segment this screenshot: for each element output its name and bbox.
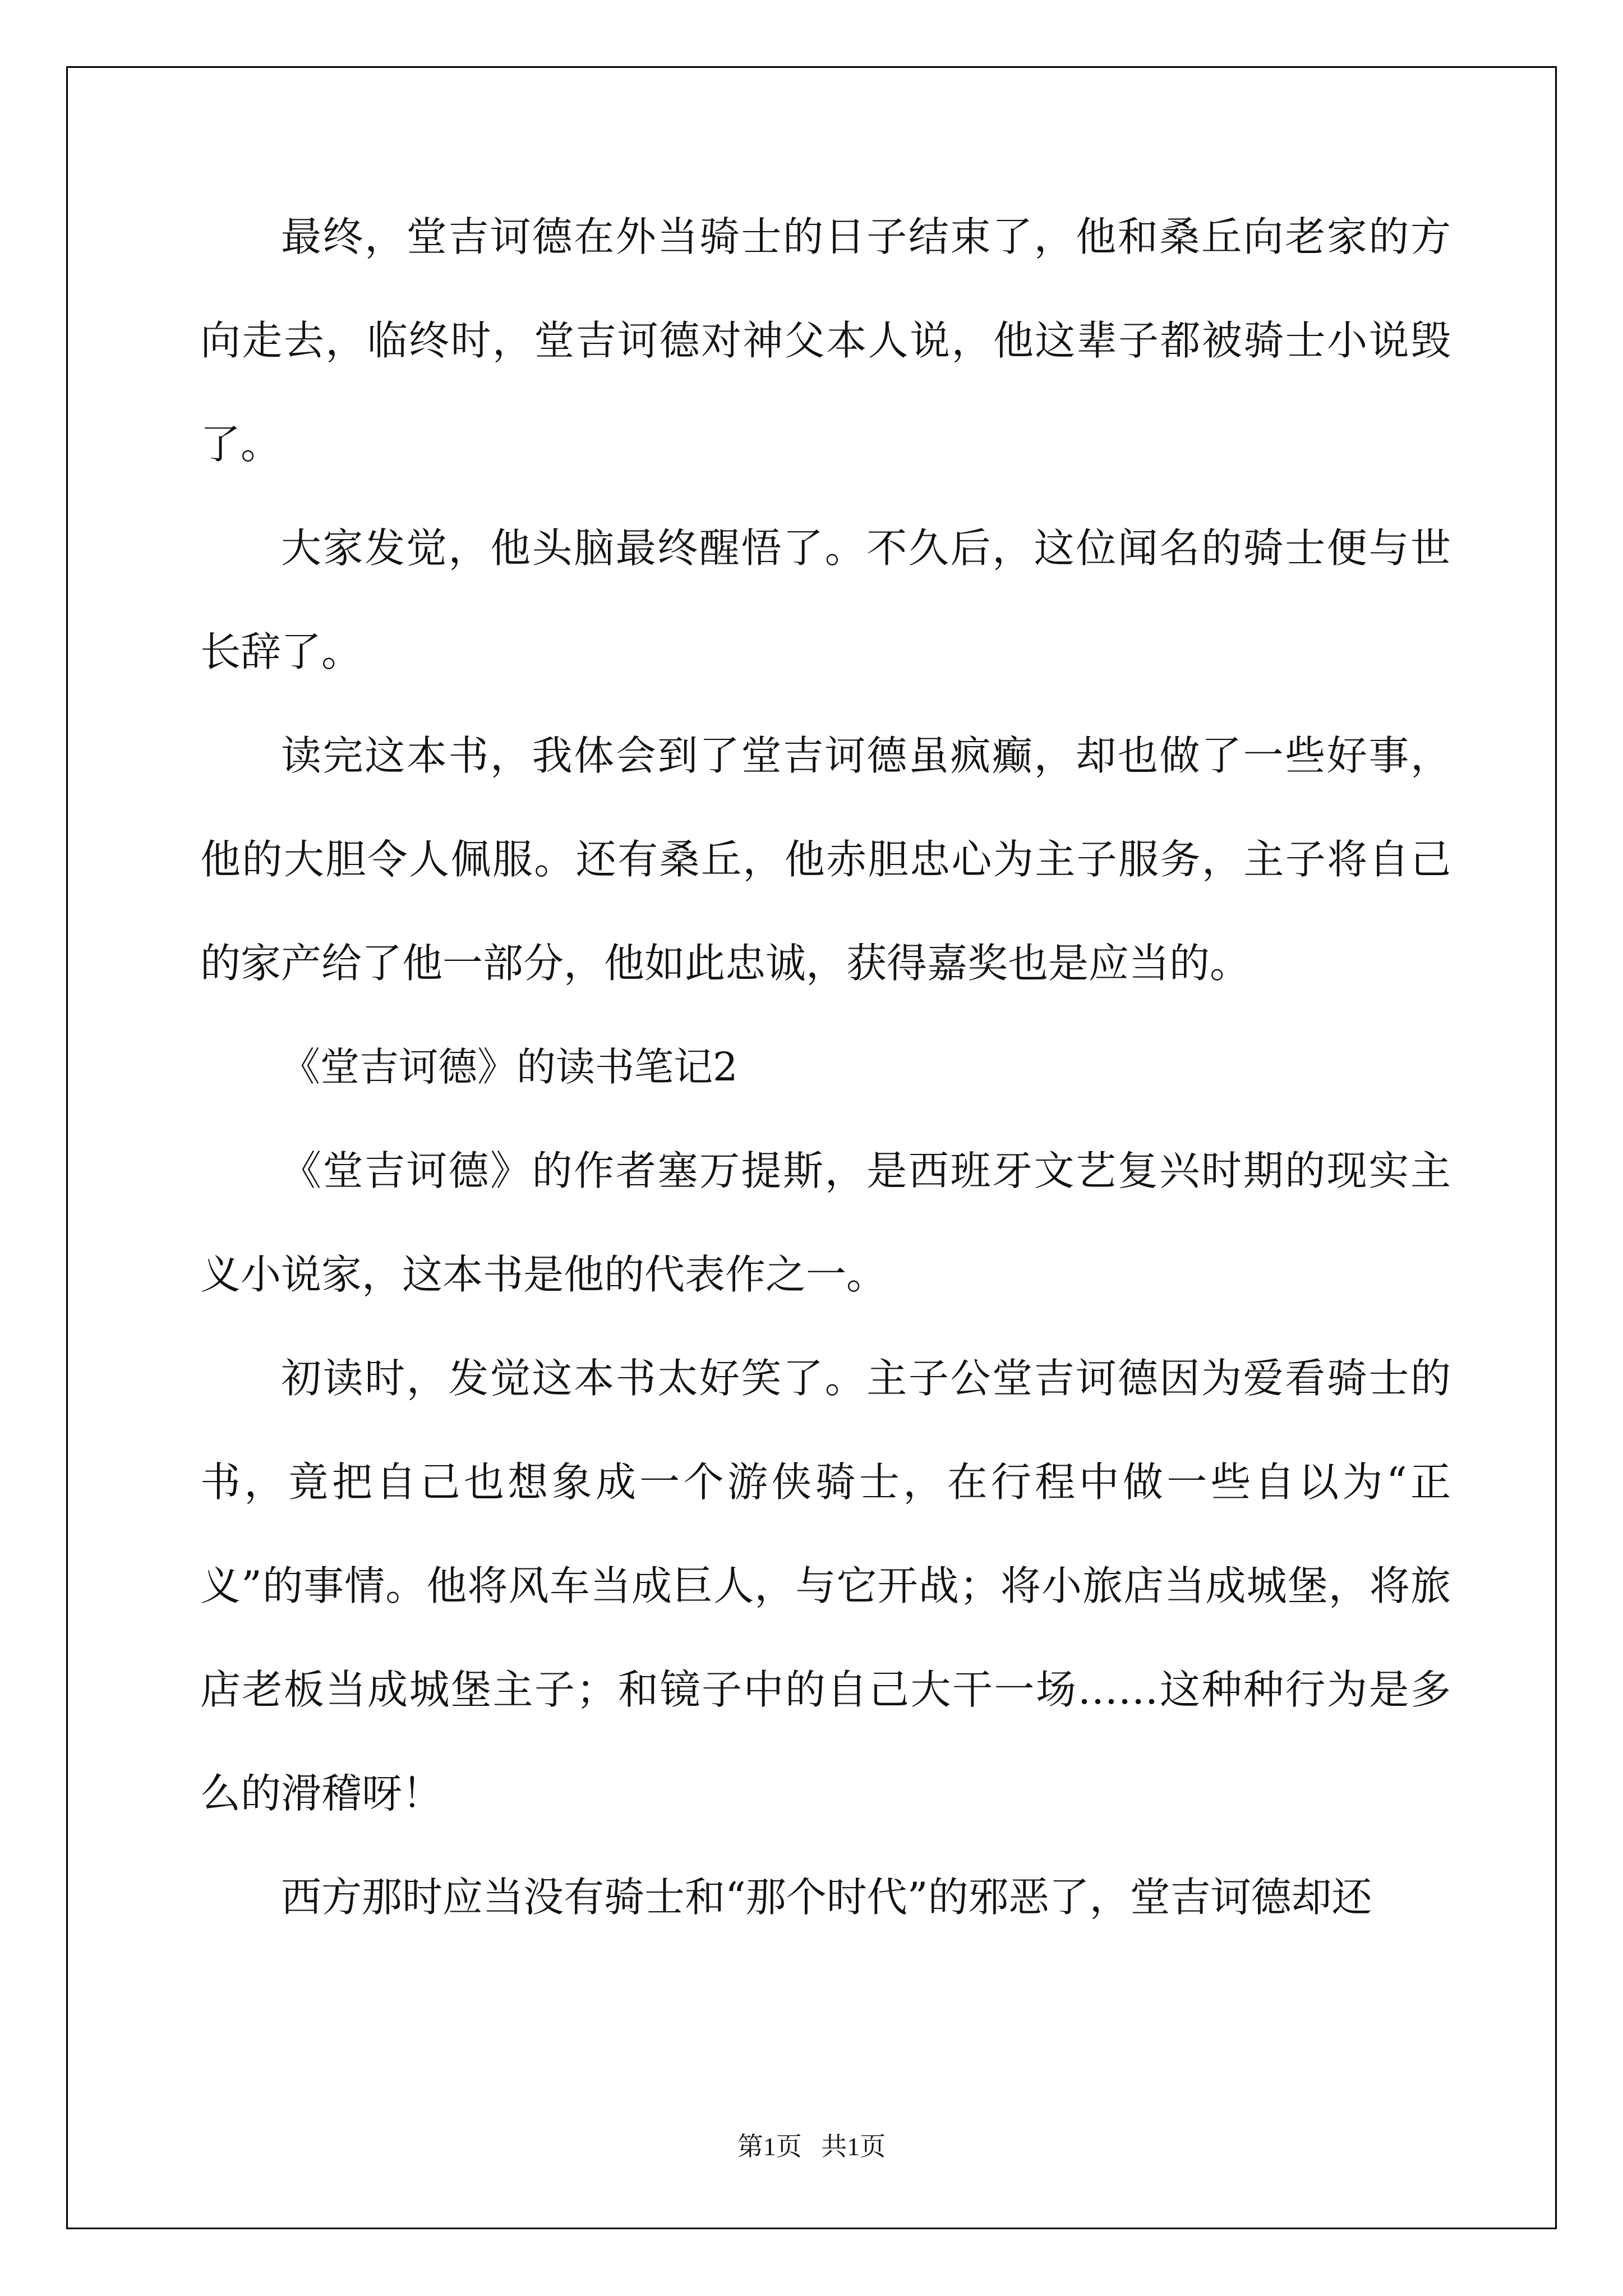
document-body (200, 185, 1451, 1949)
paragraph-ending: 最终，堂吉诃德在外当骑士的日子结束了，他和桑丘向老家的方向走去，临终时，堂吉诃德对神父本人说，他这辈子都被骑士小说毁了。 (200, 213, 1451, 468)
paragraph-reflection: 读完这本书，我体会到了堂吉诃德虽疯癫，却也做了一些好事，他的大胆令人佩服。还有桑丘，他赤胆忠心为主子服务，主子将自己的家产给了他一部分，他如此忠诚，获得嘉奖也是应当的。 (200, 732, 1451, 987)
section-heading: 《堂吉诃德》的读书笔记2 (281, 1044, 738, 1090)
paragraph-first-reading: 初读时，发觉这本书太好笑了。主子公堂吉诃德因为爱看骑士的书，竟把自己也想象成一个游侠骑士，在行程中做一些自以为“正义”的事情。他将风车当成巨人，与它开战；将小旅店当成城堡，将旅店老板当成城堡主子；和镜子中的自己大干一场……这种种行为是多么的滑稽呀！ (200, 1355, 1451, 1817)
paragraph-awakening: 大家发觉，他头脑最终醒悟了。不久后，这位闻名的骑士便与世长辞了。 (200, 524, 1451, 675)
paragraph-author: 《堂吉诃德》的作者塞万提斯，是西班牙文艺复兴时期的现实主义小说家，这本书是他的代表作之一。 (200, 1147, 1451, 1298)
page-footer: 第1页 共1页 (737, 2132, 886, 2161)
paragraph-continued: 西方那时应当没有骑士和“那个时代”的邪恶了，堂吉诃德却还 (281, 1874, 1372, 1921)
